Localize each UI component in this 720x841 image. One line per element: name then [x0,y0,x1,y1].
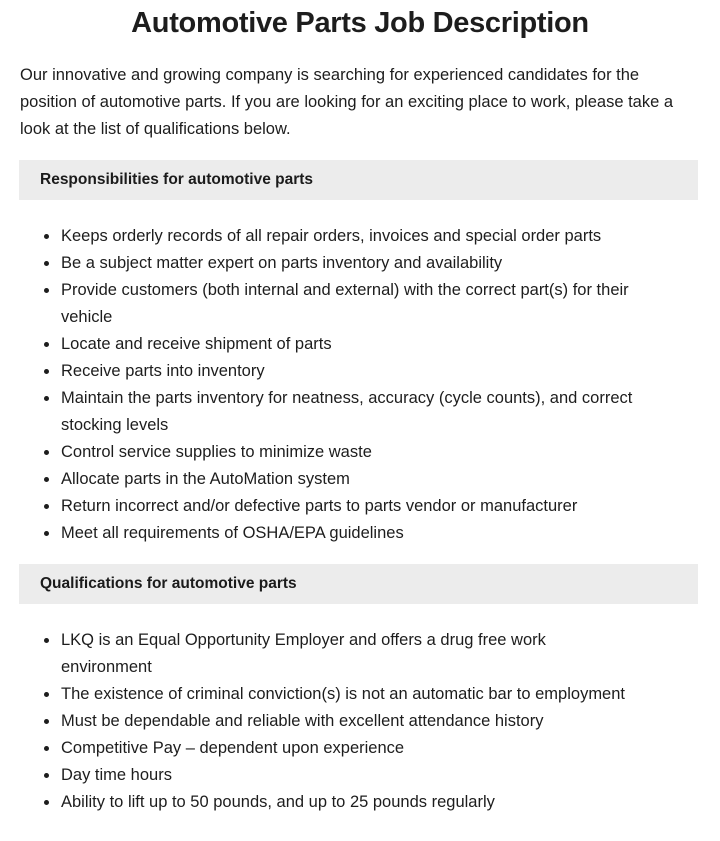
bullet-icon [44,800,49,805]
list-item-text: Allocate parts in the AutoMation system [61,470,350,488]
list-item [44,277,720,331]
list-item-text: Locate and receive shipment of parts [61,335,332,353]
bullet-icon [44,234,49,239]
list-item-text: Control service supplies to minimize waste [61,443,372,461]
list-item [44,385,720,439]
list-item-text: Day time hours [61,766,172,784]
list-item [44,681,720,708]
section-heading-text: Responsibilities for automotive parts [40,171,314,188]
page-title: Automotive Parts Job Description [131,7,589,39]
list-item-text: Must be dependable and reliable with excellent attendance history [61,712,544,730]
bullet-icon [44,638,49,643]
bullet-icon [44,477,49,482]
qualifications-section [0,564,720,816]
list-item [44,708,720,735]
list-item-text: Maintain the parts inventory for neatness, accuracy (cycle counts), and correct stocking levels [61,389,633,434]
list-item-text: Receive parts into inventory [61,362,265,380]
list-item-text: Return incorrect and/or defective parts to parts vendor or manufacturer [61,497,578,515]
list-item-text: Ability to lift up to 50 pounds, and up to 25 pounds regularly [61,793,495,811]
list-item [44,735,720,762]
bullet-icon [44,504,49,509]
list-item-text: The existence of criminal conviction(s) is not an automatic bar to employment [61,685,625,703]
bullet-icon [44,746,49,751]
list-item [44,520,720,547]
bullet-icon [44,692,49,697]
list-item-text: Meet all requirements of OSHA/EPA guidelines [61,524,404,542]
list-item [44,223,720,250]
bullet-icon [44,342,49,347]
list-item [44,493,720,520]
list-item [44,789,720,816]
list-item-text: Competitive Pay – dependent upon experience [61,739,405,757]
list-item [44,466,720,493]
bullet-icon [44,396,49,401]
intro-paragraph: Our innovative and growing company is searching for experienced candidates for the position of automotive parts. If you are looking for an exciting place to work, please take a look at the list of qualifications below. [20,66,674,138]
list-item [44,358,720,385]
list-item [44,250,720,277]
bullet-icon [44,369,49,374]
list-item-text: LKQ is an Equal Opportunity Employer and offers a drug free work environment [61,631,546,676]
bullet-icon [44,719,49,724]
list-item [44,627,720,681]
list-item-text: Be a subject matter expert on parts inventory and availability [61,254,503,272]
bullet-icon [44,288,49,293]
list-item [44,331,720,358]
section-heading-responsibilities [19,160,698,200]
bullet-icon [44,531,49,536]
section-heading-text: Qualifications for automotive parts [40,575,297,592]
list-item [44,439,720,466]
responsibilities-section [0,160,720,547]
bullet-icon [44,773,49,778]
section-heading-qualifications [19,564,698,604]
bullet-icon [44,261,49,266]
bullet-icon [44,450,49,455]
list-item-text: Keeps orderly records of all repair orders, invoices and special order parts [61,227,602,245]
list-item [44,762,720,789]
list-item-text: Provide customers (both internal and external) with the correct part(s) for their vehicle [61,281,629,326]
qualifications-list [0,627,720,816]
responsibilities-list [0,223,720,547]
